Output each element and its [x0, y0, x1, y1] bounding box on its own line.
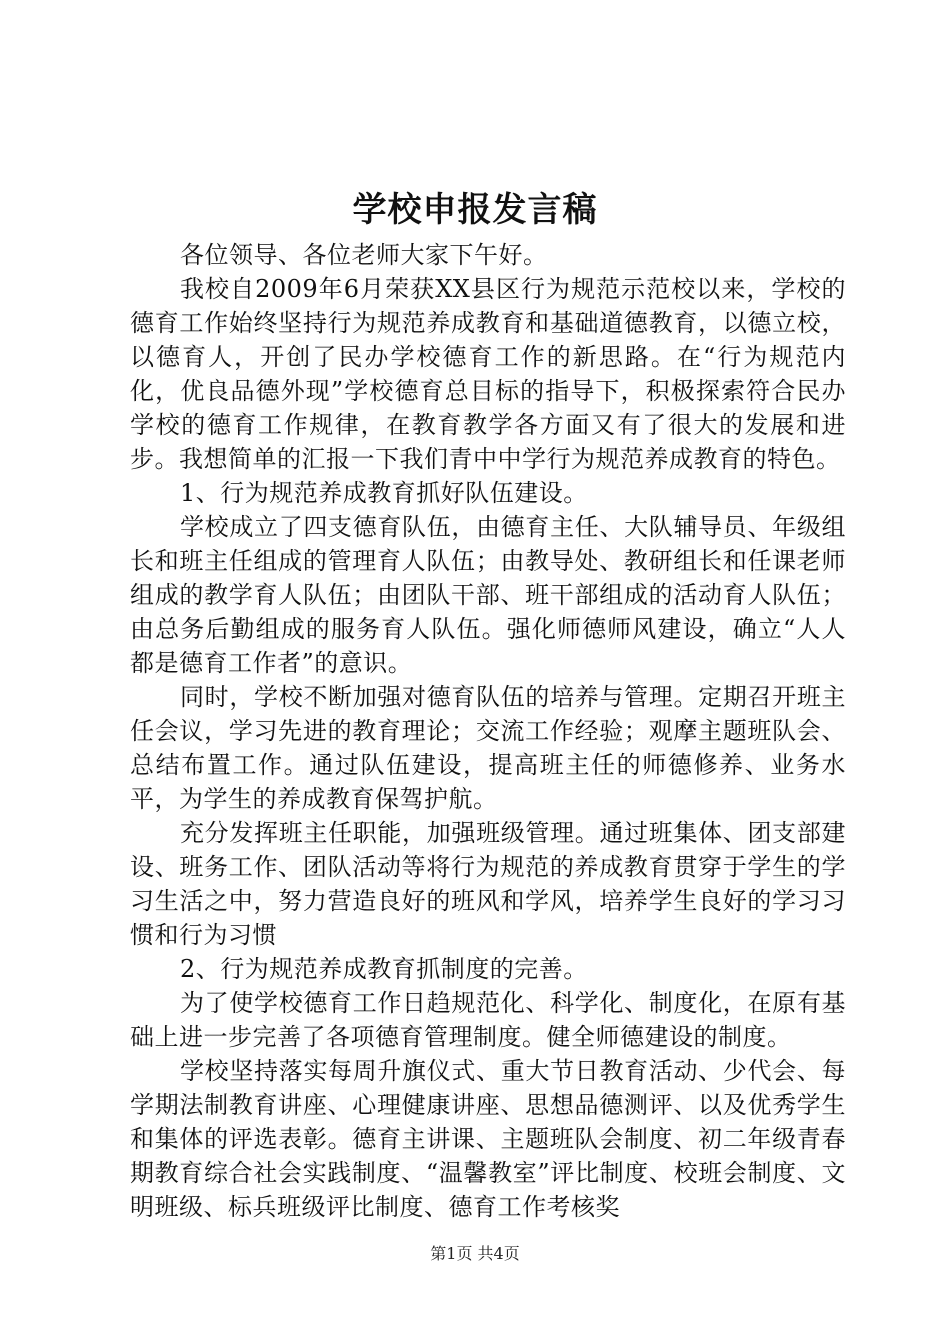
page-footer: 第1页 共4页 [430, 1244, 520, 1263]
document-body [130, 238, 846, 1224]
paragraph-management: 同时，学校不断加强对德育队伍的培养与管理。定期召开班主任会议，学习先进的教育理论；交流工作经验；观摩主题班队会、总结布置工作。通过队伍建设，提高班主任的师德修养、业务水平，为学生的养成教育保驾护航。 [130, 683, 846, 813]
section-heading-2: 2、行为规范养成教育抓制度的完善。 [180, 955, 588, 983]
paragraph-intro: 我校自2009年6月荣获XX县区行为规范示范校以来，学校的德育工作始终坚持行为规范养成教育和基础道德教育，以德立校，以德育人，开创了民办学校德育工作的新思路。在“行为规范内化，优良品德外现”学校德育总目标的指导下，积极探索符合民办学校的德育工作规律，在教育教学各方面又有了很大的发展和进步。我想简单的汇报一下我们青中中学行为规范养成教育的特色。 [130, 275, 846, 473]
paragraph-class-teacher: 充分发挥班主任职能，加强班级管理。通过班集体、团支部建设、班务工作、团队活动等将行为规范的养成教育贯穿于学生的学习生活之中，努力营造良好的班风和学风，培养学生良好的学习习惯和行为习惯 [130, 819, 846, 949]
paragraph-activities: 学校坚持落实每周升旗仪式、重大节日教育活动、少代会、每学期法制教育讲座、心理健康讲座、思想品德测评、以及优秀学生和集体的评选表彰。德育主讲课、主题班队会制度、初二年级青春期教育综合社会实践制度、“温馨教室”评比制度、校班会制度、文明班级、标兵班级评比制度、德育工作考核奖 [130, 1057, 846, 1221]
paragraph-team: 学校成立了四支德育队伍，由德育主任、大队辅导员、年级组长和班主任组成的管理育人队伍；由教导处、教研组长和任课老师组成的教学育人队伍；由团队干部、班干部组成的活动育人队伍；由总务后勤组成的服务育人队伍。强化师德师风建设，确立“人人都是德育工作者”的意识。 [130, 513, 846, 677]
paragraph-greeting: 各位领导、各位老师大家下午好。 [180, 241, 548, 269]
page-title: 学校申报发言稿 [352, 190, 598, 230]
section-heading-1: 1、行为规范养成教育抓好队伍建设。 [180, 479, 588, 507]
paragraph-system: 为了使学校德育工作日趋规范化、科学化、制度化，在原有基础上进一步完善了各项德育管理制度。健全师德建设的制度。 [130, 989, 846, 1051]
